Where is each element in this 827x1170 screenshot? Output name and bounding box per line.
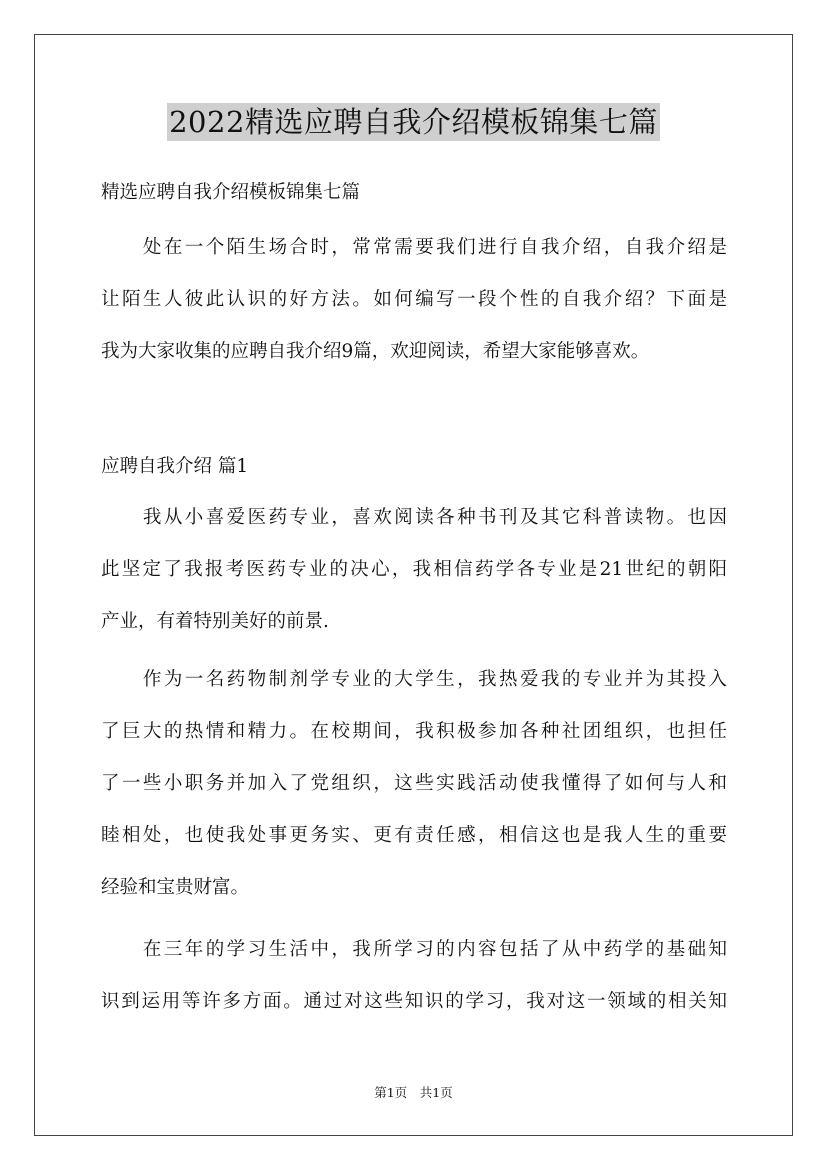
section-heading: 应聘自我介绍 篇1 bbox=[101, 456, 249, 477]
paragraph-line: 识到运用等许多方面。通过对这些知识的学习，我对这一领域的相关知 bbox=[101, 991, 727, 1012]
paragraph-line: 作为一名药物制剂学专业的大学生，我热爱我的专业并为其投入 bbox=[101, 669, 727, 690]
paragraph-line: 让陌生人彼此认识的好方法。如何编写一段个性的自我介绍？下面是 bbox=[101, 289, 727, 310]
paragraph-line: 我为大家收集的应聘自我介绍9篇，欢迎阅读，希望大家能够喜欢。 bbox=[101, 341, 650, 362]
paragraph-line: 了一些小职务并加入了党组织，这些实践活动使我懂得了如何与人和 bbox=[101, 773, 727, 794]
paragraph-line: 我从小喜爱医药专业，喜欢阅读各种书刊及其它科普读物。也因 bbox=[101, 507, 727, 528]
body-paragraph-2 bbox=[101, 654, 727, 914]
document-title bbox=[0, 100, 827, 141]
page-footer: 第1页 共1页 bbox=[374, 1085, 453, 1100]
document-subtitle: 精选应聘自我介绍模板锦集七篇 bbox=[101, 182, 361, 203]
paragraph-line: 睦相处，也使我处事更务实、更有责任感，相信这也是我人生的重要 bbox=[101, 825, 727, 846]
paragraph-line: 经验和宝贵财富。 bbox=[101, 877, 250, 898]
paragraph-line: 产业，有着特别美好的前景. bbox=[101, 611, 329, 632]
body-paragraph-3 bbox=[101, 924, 727, 1028]
paragraph-line: 在三年的学习生活中，我所学习的内容包括了从中药学的基础知 bbox=[101, 939, 727, 960]
title-text: 2022精选应聘自我介绍模板锦集七篇 bbox=[169, 105, 658, 139]
paragraph-line: 了巨大的热情和精力。在校期间，我积极参加各种社团组织，也担任 bbox=[101, 721, 727, 742]
body-paragraph-1 bbox=[101, 492, 727, 648]
intro-paragraph bbox=[101, 222, 727, 378]
paragraph-line: 处在一个陌生场合时，常常需要我们进行自我介绍，自我介绍是 bbox=[101, 237, 727, 258]
paragraph-line: 此坚定了我报考医药专业的决心，我相信药学各专业是21世纪的朝阳 bbox=[101, 559, 727, 580]
